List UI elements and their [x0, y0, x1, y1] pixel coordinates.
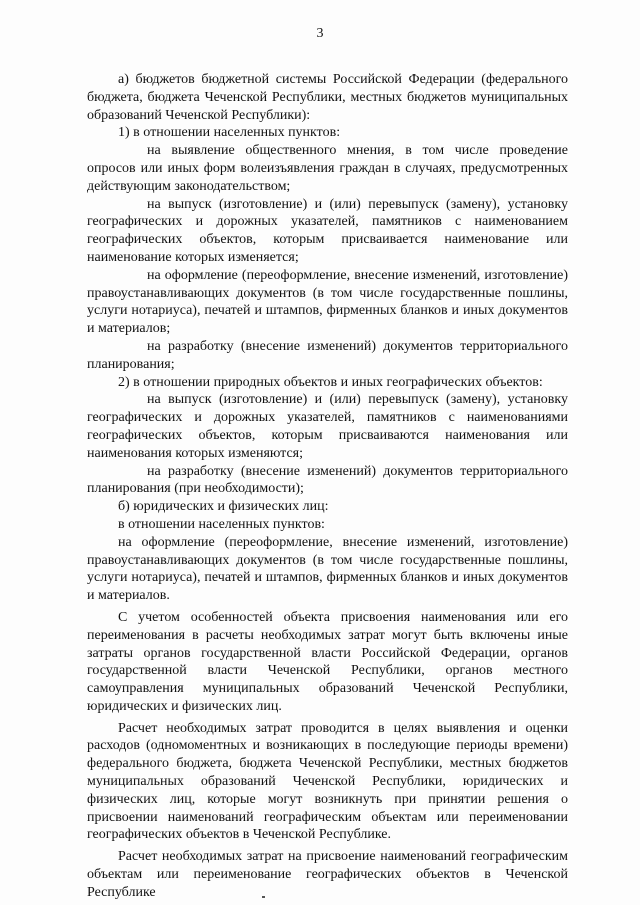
document-body	[87, 71, 568, 902]
paragraph-cost-calculation-continued: Расчет необходимых затрат на присвоение наименований географическим объектам или переименование географических объектов в Чеченской Республике	[87, 849, 568, 900]
paragraph-planning-settlements: на разработку (внесение изменений) документов территориального планирования;	[87, 338, 568, 372]
paragraph-documents-persons: на оформление (переоформление, внесение изменений, изготовление) правоустанавливающих документов (в том числе государственные пошлины, услуги нотариуса), печатей и штампов, фирменных бланков и иных документов и материалов.	[87, 534, 568, 604]
paragraph-1-settlements: 1) в отношении населенных пунктов:	[118, 125, 341, 141]
paragraph-b-persons: б) юридических и физических лиц:	[118, 499, 329, 515]
scan-speck	[262, 896, 265, 898]
paragraph-documents-settlements: на оформление (переоформление, внесение изменений, изготовление) правоустанавливающих документов (в том числе государственные пошлины, услуги нотариуса), печатей и штампов, фирменных бланков и иных документов и материалов;	[87, 267, 568, 337]
paragraph-signs-natural: на выпуск (изготовление) и (или) перевыпуск (замену), установку географических и дорожных указателей, памятников с наименованиями географических объектов, которым присваиваются наименования или наименования которых изменяются;	[87, 392, 568, 461]
paragraph-planning-natural: на разработку (внесение изменений) документов территориального планирования (при необходимости);	[87, 463, 568, 497]
paragraph-a-budgets: а) бюджетов бюджетной системы Российской Федерации (федерального бюджета, бюджета Чеченской Республики, местных бюджетов муниципальных образований Чеченской Республики):	[87, 72, 568, 123]
paragraph-2-natural-objects: 2) в отношении природных объектов и иных географических объектов:	[118, 374, 543, 390]
paragraph-signs-settlements: на выпуск (изготовление) и (или) перевыпуск (замену), установку географических и дорожных указателей, памятников с наименованием географических объектов, которым присваивается наименование или наименование которых изменяется;	[87, 196, 568, 265]
paragraph-public-opinion: на выявление общественного мнения, в том числе проведение опросов или иных форм волеизъявления граждан в случаях, предусмотренных действующим законодательством;	[87, 143, 568, 194]
paragraph-cost-calculation: Расчет необходимых затрат проводится в целях выявления и оценки расходов (одномоментных и возникающих в последующие периоды времени) федерального бюджета, бюджета Чеченской Республики, местных бюджетов муниципальных образований Чеченской Республики, юридических и физических лиц, которые могут возникнуть при принятии решения о присвоении наименований географическим объектам или переименовании географических объектов в Чеченской Республике.	[87, 720, 568, 843]
paragraph-other-costs: С учетом особенностей объекта присвоения наименования или его переименования в расчеты необходимых затрат могут быть включены иные затраты органов государственной власти Российской Федерации, органов государственной власти Чеченской Республики, органов местного самоуправления муниципальных образований Чеченской Республики, юридических и физических лиц.	[87, 609, 568, 714]
page-number: 3	[316, 26, 324, 41]
paragraph-settlements-persons: в отношении населенных пунктов:	[118, 516, 325, 532]
